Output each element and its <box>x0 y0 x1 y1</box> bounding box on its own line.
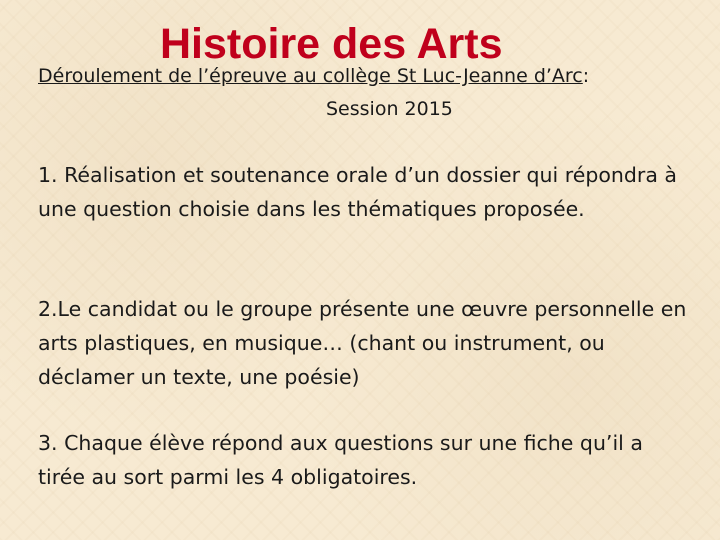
slide-title: Histoire des Arts <box>160 20 503 68</box>
exam-subtitle <box>38 63 589 89</box>
step-1-paragraph: 1. Réalisation et soutenance orale d’un dossier qui répondra à une question choisie dans les thématiques proposée. <box>38 163 677 221</box>
session-label: Session 2015 <box>326 98 453 120</box>
subtitle-colon: : <box>582 65 590 87</box>
step-2-paragraph: 2.Le candidat ou le groupe présente une œuvre personnelle en arts plastiques, en musique… (chant ou instrument, ou déclamer un texte, une poésie) <box>38 297 687 389</box>
subtitle-text: Déroulement de l’épreuve au collège St Luc-Jeanne d’Arc <box>38 65 583 87</box>
step-3-paragraph: 3. Chaque élève répond aux questions sur une fiche qu’il a tirée au sort parmi les 4 obligatoires. <box>38 431 643 489</box>
